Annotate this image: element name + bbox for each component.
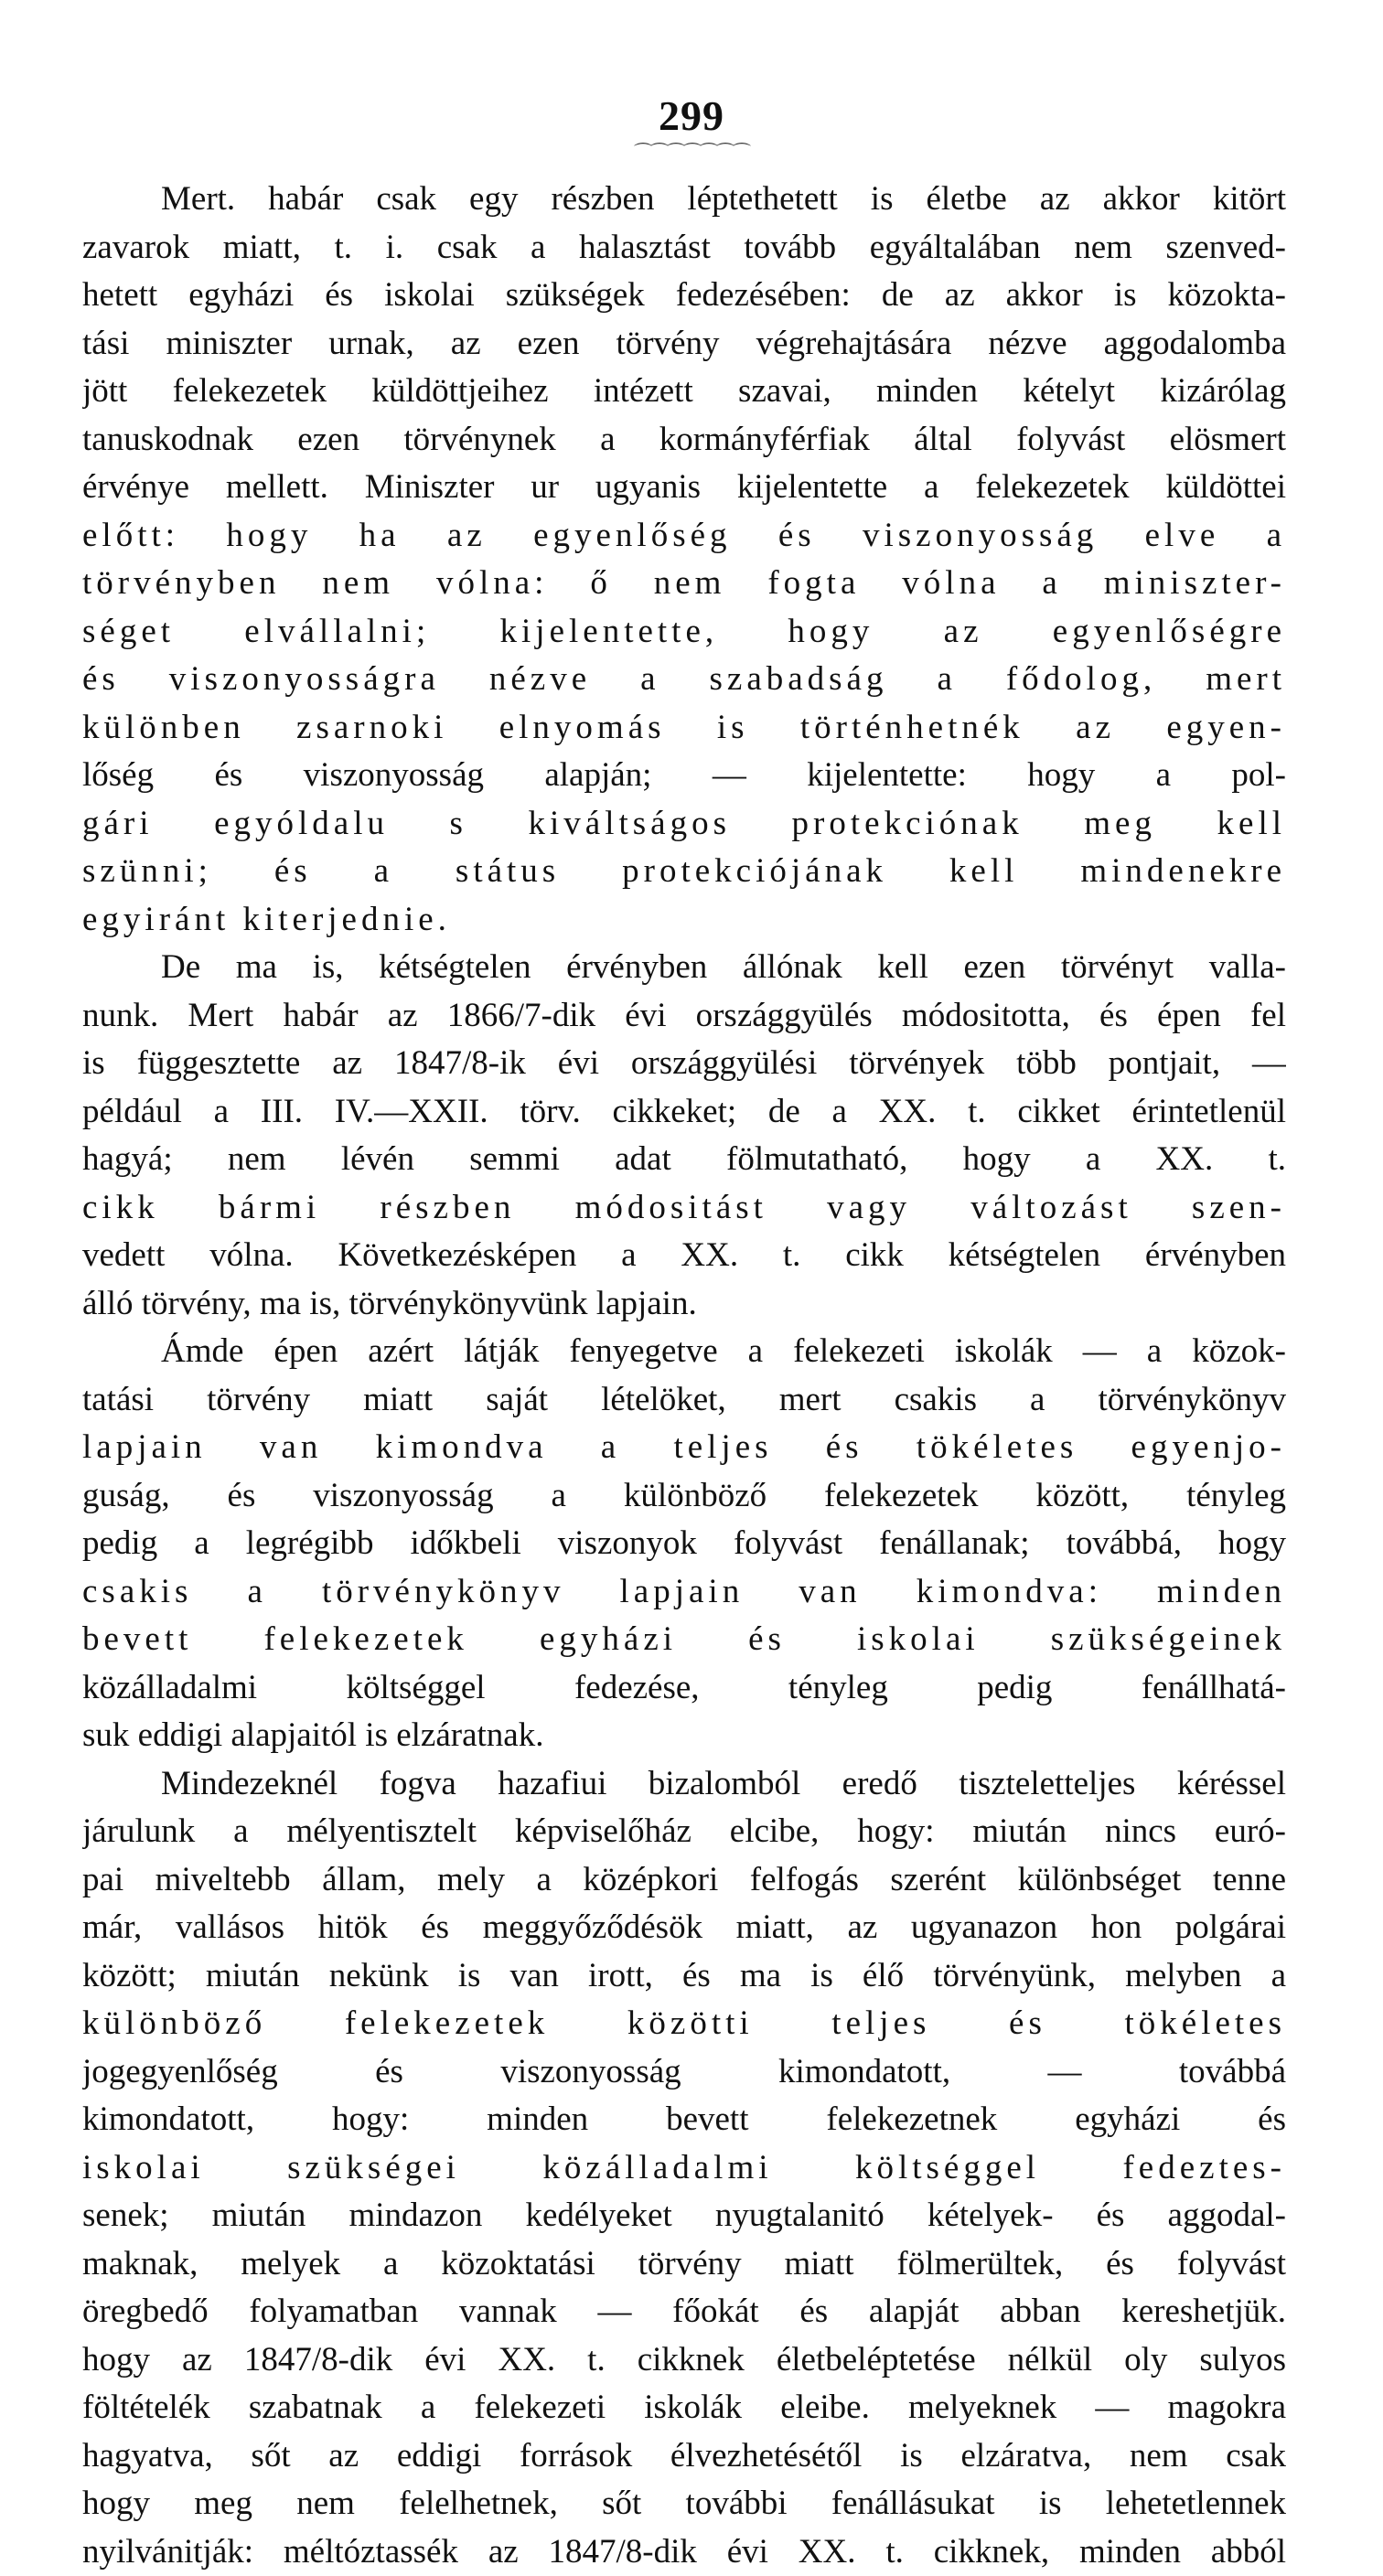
- text-line: vedett vólna. Következésképen a XX. t. cikk kétségtelen érvényben: [82, 1232, 1286, 1280]
- paragraph: [82, 1328, 1286, 1760]
- text-line: különben zsarnoki elnyomás is történhetnék az egyen-: [82, 704, 1286, 753]
- body-text: [82, 176, 1286, 2576]
- text-line: iskolai szükségei közálladalmi költséggel fedeztes-: [82, 2144, 1286, 2193]
- text-line: hagyá; nem lévén semmi adat fölmutatható, hogy a XX. t.: [82, 1136, 1286, 1184]
- text-line: egyiránt kiterjednie.: [82, 896, 1286, 945]
- text-line: pai miveltebb állam, mely a középkori felfogás szerént különbséget tenne: [82, 1856, 1286, 1905]
- text-line: is függesztette az 1847/8-ik évi országgyülési törvények több pontjait, —: [82, 1040, 1286, 1088]
- text-line: például a III. IV.—XXII. törv. cikkeket; de a XX. t. cikket érintetlenül: [82, 1088, 1286, 1137]
- text-line: maknak, melyek a közoktatási törvény miatt fölmerültek, és folyvást: [82, 2240, 1286, 2289]
- text-line: suk eddigi alapjaitól is elzáratnak.: [82, 1712, 1286, 1760]
- text-line: jogegyenlőség és viszonyosság kimondatott, — továbbá: [82, 2048, 1286, 2097]
- text-line: törvényben nem vólna: ő nem fogta vólna a miniszter-: [82, 560, 1286, 608]
- text-line: Mert. habár csak egy részben léptethetett is életbe az akkor kitört: [82, 176, 1286, 224]
- text-line: nunk. Mert habár az 1866/7-dik évi országgyülés módositotta, és épen fel: [82, 992, 1286, 1041]
- text-line: hogy az 1847/8-dik évi XX. t. cikknek életbeléptetése nélkül oly sulyos: [82, 2336, 1286, 2385]
- text-line: öregbedő folyamatban vannak — főokát és alapját abban kereshetjük.: [82, 2288, 1286, 2336]
- text-line: között; miután nekünk is van irott, és ma is élő törvényünk, melyben a: [82, 1952, 1286, 2001]
- text-line: jött felekezetek küldöttjeihez intézett szavai, minden kételyt kizárólag: [82, 368, 1286, 416]
- page-number: 299: [0, 91, 1383, 140]
- text-line: guság, és viszonyosság a különböző felekezetek között, tényleg: [82, 1472, 1286, 1521]
- text-line: föltételék szabatnak a felekezeti iskolák eleibe. melyeknek — magokra: [82, 2384, 1286, 2432]
- paragraph: [82, 1760, 1286, 2576]
- text-line: álló törvény, ma is, törvénykönyvünk lapjain.: [82, 1280, 1286, 1329]
- text-line: járulunk a mélyentisztelt képviselőház elcibe, hogy: miután nincs euró-: [82, 1808, 1286, 1856]
- text-line: kimondatott, hogy: minden bevett felekezetnek egyházi és: [82, 2096, 1286, 2144]
- text-line: Ámde épen azért látják fenyegetve a felekezeti iskolák — a közok-: [82, 1328, 1286, 1376]
- text-line: bevett felekezetek egyházi és iskolai szükségeinek: [82, 1616, 1286, 1664]
- text-line: gári egyóldalu s kiváltságos protekciónak meg kell: [82, 800, 1286, 849]
- text-line: tási miniszter urnak, az ezen törvény végrehajtására nézve aggodalomba: [82, 320, 1286, 369]
- text-line: csakis a törvénykönyv lapjain van kimondva: minden: [82, 1568, 1286, 1617]
- paragraph: [82, 176, 1286, 944]
- text-line: hetett egyházi és iskolai szükségek fedezésében: de az akkor is közokta-: [82, 272, 1286, 320]
- text-line: már, vallásos hitök és meggyőződésök miatt, az ugyanazon hon polgárai: [82, 1904, 1286, 1952]
- text-line: lőség és viszonyosság alapján; — kijelentette: hogy a pol-: [82, 752, 1286, 800]
- text-line: hogy meg nem felelhetnek, sőt további fenállásukat is lehetetlennek: [82, 2480, 1286, 2528]
- text-line: tanuskodnak ezen törvénynek a kormányférfiak által folyvást elösmert: [82, 416, 1286, 465]
- text-line: senek; miután mindazon kedélyeket nyugtalanitó kételyek- és aggodal-: [82, 2192, 1286, 2240]
- text-line: séget elvállalni; kijelentette, hogy az egyenlőségre: [82, 608, 1286, 657]
- text-line: és viszonyosságra nézve a szabadság a fődolog, mert: [82, 656, 1286, 704]
- text-line: nyilvánitják: méltóztassék az 1847/8-dik évi XX. t. cikknek, minden abból: [82, 2528, 1286, 2576]
- text-line: érvénye mellett. Miniszter ur ugyanis kijelentette a felekezetek küldöttei: [82, 464, 1286, 512]
- text-line: hagyatva, sőt az eddigi források élvezhetésétől is elzáratva, nem csak: [82, 2432, 1286, 2481]
- page-number-ornament: ⌒⌒⌒⌒⌒⌒⌒: [0, 137, 1383, 164]
- text-line: pedig a legrégibb időkbeli viszonyok folyvást fenállanak; továbbá, hogy: [82, 1520, 1286, 1568]
- text-line: tatási törvény miatt saját lételöket, mert csakis a törvénykönyv: [82, 1376, 1286, 1425]
- text-line: Mindezeknél fogva hazafiui bizalomból eredő tiszteletteljes kéréssel: [82, 1760, 1286, 1809]
- paragraph: [82, 944, 1286, 1328]
- text-line: lapjain van kimondva a teljes és tökéletes egyenjo-: [82, 1424, 1286, 1472]
- text-line: De ma is, kétségtelen érvényben állónak kell ezen törvényt valla-: [82, 944, 1286, 992]
- text-line: előtt: hogy ha az egyenlőség és viszonyosság elve a: [82, 512, 1286, 561]
- text-line: közálladalmi költséggel fedezése, tényleg pedig fenállhatá-: [82, 1664, 1286, 1713]
- text-line: zavarok miatt, t. i. csak a halasztást tovább egyáltalában nem szenved-: [82, 224, 1286, 273]
- text-line: különböző felekezetek közötti teljes és tökéletes: [82, 2000, 1286, 2048]
- text-line: cikk bármi részben módositást vagy változást szen-: [82, 1184, 1286, 1233]
- text-line: szünni; és a státus protekciójának kell mindenekre: [82, 848, 1286, 896]
